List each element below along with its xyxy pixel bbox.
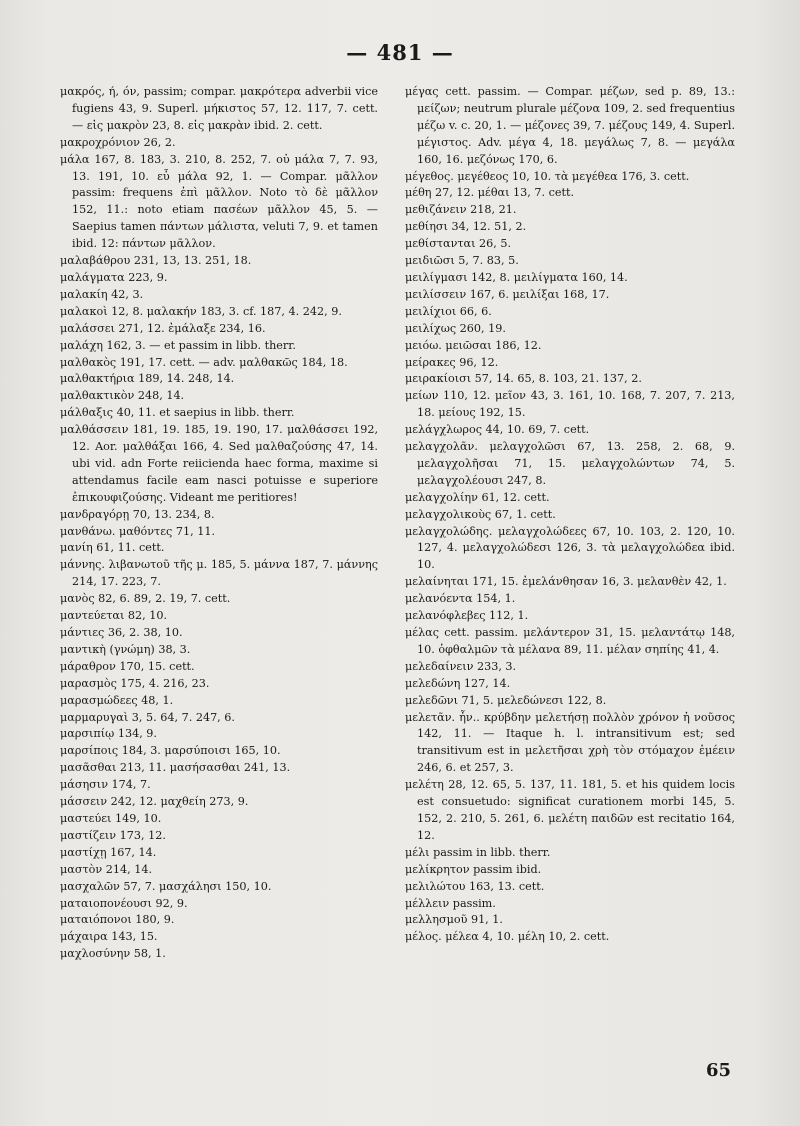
index-entry: μαρασμὸς 175, 4. 216, 23.: [60, 676, 210, 690]
index-entry: μελάγχλωρος 44, 10. 69, 7. cett.: [405, 423, 590, 437]
index-entry: μασχαλῶν 57, 7. μασχάλησι 150, 10.: [60, 879, 272, 893]
index-entry: μασᾶσθαι 213, 11. μασήσασθαι 241, 13.: [60, 761, 291, 775]
index-entry: μαντεύεται 82, 10.: [60, 609, 168, 623]
index-entry: μακροχρόνιον 26, 2.: [60, 135, 176, 149]
index-entry: ματαιοπονέουσι 92, 9.: [60, 896, 188, 910]
index-entry: μελεδώνη 127, 14.: [405, 676, 511, 690]
index-entry: μαλάχη 162, 3. — et passim in libb. therr.: [60, 338, 296, 352]
index-entry: μειλίχως 260, 19.: [405, 321, 506, 335]
index-entry: μανὸς 82, 6. 89, 2. 19, 7. cett.: [60, 592, 231, 606]
index-entry: μελεδῶνι 71, 5. μελεδώνεσι 122, 8.: [405, 693, 607, 707]
index-entry: μέγεθος. μεγέθεος 10, 10. τὰ μεγέθεα 176, 3. cett.: [405, 169, 690, 183]
index-entry: μαλάσσει 271, 12. ἐμάλαξε 234, 16.: [60, 321, 266, 335]
index-entry: μαλακοὶ 12, 8. μαλακήν 183, 3. cf. 187, 4. 242, 9.: [60, 304, 342, 318]
index-entry: μάσησιν 174, 7.: [60, 778, 151, 792]
index-entry: μειρακίοισι 57, 14. 65, 8. 103, 21. 137, 2.: [405, 372, 642, 386]
index-entry: μελιλώτου 163, 13. cett.: [405, 879, 545, 893]
index-entry: μαλάγματα 223, 9.: [60, 270, 168, 284]
index-entry: μαρσιπίῳ 134, 9.: [60, 727, 157, 741]
index-entry: μειλίγμασι 142, 8. μειλίγματα 160, 14.: [405, 270, 628, 284]
index-entry: μελεδαίνειν 233, 3.: [405, 659, 517, 673]
index-entry: μέλας cett. passim. μελάντερον 31, 15. μελαντάτῳ 148, 10. ὀφθαλμῶν τὰ μέλανα 89, 11. μέλαν σηπίης 41, 4.: [405, 626, 735, 656]
index-entry: μαστεύει 149, 10.: [60, 811, 162, 825]
right-column: [405, 84, 735, 946]
index-entry: μαρασμώδεες 48, 1.: [60, 693, 174, 707]
index-entry: μαλθάσσειν 181, 19. 185, 19. 190, 17. μαλθάσσει 192, 12. Aor. μαλθάξαι 166, 4. Sed μαλθαζούσης 47, 14. ubi vid. adn Forte reiicienda haec forma, maxime si attendamus facile eam nasci potuisse e superiore ἐπικουφιζούσης. Videant me peritiores!: [60, 423, 378, 504]
index-entry: μανίη 61, 11. cett.: [60, 541, 165, 555]
index-entry: μάλα 167, 8. 183, 3. 210, 8. 252, 7. οὐ μάλα 7, 7. 93, 13. 191, 10. εὖ μάλα 92, 1. — Compar. μᾶλλον passim: frequens ἐπὶ μᾶλλον. Noto τὸ δὲ μᾶλλον 152, 11.: noto etiam πασέων μᾶλλον 45, 5. — Saepius tamen πάντων μάλιστα, veluti 7, 9. et tamen ibid. 12: πάντων μᾶλλον.: [60, 152, 378, 251]
index-entry: μαλαβάθρου 231, 13, 13. 251, 18.: [60, 254, 252, 268]
index-entry: μαλθακτήρια 189, 14. 248, 14.: [60, 372, 235, 386]
page-number: — 481 —: [346, 40, 454, 65]
index-entry: μεθίησι 34, 12. 51, 2.: [405, 220, 527, 234]
index-entry: μελαίνηται 171, 15. ἐμελάνθησαν 16, 3. μελανθὲν 42, 1.: [405, 575, 727, 589]
index-entry: μάλθαξις 40, 11. et saepius in libb. therr.: [60, 406, 295, 420]
index-entry: μελετᾶν. ἦν.. κρύβδην μελετήσῃ πολλὸν χρόνον ἡ νοῦσος 142, 11. — Itaque h. l. intransitivum est; sed transitivum est in μελετῆσαι χρὴ τὸν στόμαχον ἐμέειν 246, 6. et 257, 3.: [405, 710, 735, 775]
index-entry: ματαιόπονοι 180, 9.: [60, 913, 175, 927]
index-entry: μάντιες 36, 2. 38, 10.: [60, 626, 183, 639]
index-entry: μελαγχολίην 61, 12. cett.: [405, 490, 550, 504]
index-entry: μανθάνω. μαθόντες 71, 11.: [60, 524, 215, 538]
index-entry: μειόω. μειῶσαι 186, 12.: [405, 338, 542, 352]
index-entry: μέλι passim in libb. therr.: [405, 845, 551, 859]
index-entry: μελαγχολώδης. μελαγχολώδεες 67, 10. 103, 2. 120, 10. 127, 4. μελαγχολώδεσι 126, 3. τὰ μελαγχολώδεα ibid. 10.: [405, 524, 735, 572]
index-entry: μαλακίη 42, 3.: [60, 287, 144, 301]
index-entry: μάραθρον 170, 15. cett.: [60, 659, 195, 673]
index-entry: μελίκρητον passim ibid.: [405, 862, 542, 876]
index-entry: μανδραγόρῃ 70, 13. 234, 8.: [60, 507, 215, 521]
left-column: [60, 84, 378, 963]
index-entry: μάννης. λιβανωτοῦ τῆς μ. 185, 5. μάννα 187, 7. μάννης 214, 17. 223, 7.: [60, 558, 378, 589]
index-entry: μελαγχολᾶν. μελαγχολῶσι 67, 13. 258, 2. 68, 9. μελαγχολῆσαι 71, 15. μελαγχολώντων 74, 5. μελαγχολέουσι 247, 8.: [405, 440, 735, 487]
index-entry: μαχλοσύνην 58, 1.: [60, 947, 166, 961]
index-entry: μελαγχολικοὺς 67, 1. cett.: [405, 507, 556, 521]
index-entry: μαλθακὸς 191, 17. cett. — adv. μαλθακῶς 184, 18.: [60, 355, 348, 369]
index-entry: μακρός, ή, όν, passim; compar. μακρότερα adverbii vice fugiens 43, 9. Superl. μήκιστος 57, 12. 117, 7. cett. — εἰς μακρὸν 23, 8. εἰς μακρὰν ibid. 2. cett.: [60, 85, 378, 132]
index-entry: μειλίσσειν 167, 6. μειλίξαι 168, 17.: [405, 287, 610, 301]
index-entry: μέλλειν passim.: [405, 896, 496, 910]
signature-mark: 65: [706, 1060, 732, 1081]
index-entry: μέγας cett. passim. — Compar. μέζων, sed p. 89, 13.: μείζων; neutrum plurale μέζονα 109, 2. sed frequentius μέζω v. c. 20, 1. — μέζονες 39, 7. μέζους 149, 4. Superl. μέγιστος. Adv. μέγα 4, 18. μεγάλως 7, 8. — μεγάλα 160, 16. μεζόνως 170, 6.: [405, 85, 735, 166]
index-entry: μέλος. μέλεα 4, 10. μέλη 10, 2. cett.: [405, 930, 610, 944]
index-entry: μαρσίποις 184, 3. μαρσύποισι 165, 10.: [60, 744, 281, 758]
index-entry: μεθιζάνειν 218, 21.: [405, 203, 517, 217]
index-entry: μειλίχιοι 66, 6.: [405, 304, 492, 318]
index-entry: μάσσειν 242, 12. μαχθείη 273, 9.: [60, 795, 249, 809]
index-entry: μελλησμοῦ 91, 1.: [405, 913, 503, 927]
index-entry: μελέτη 28, 12. 65, 5. 137, 11. 181, 5. et his quidem locis est consuetudo: significat curationem morbi 145, 5. 152, 2. 210, 5. 261, 6. μελέτη παιδῶν est recitatio 164, 12.: [405, 778, 735, 842]
index-entry: μελανόφλεβες 112, 1.: [405, 609, 529, 623]
index-entry: μαλθακτικὸν 248, 14.: [60, 389, 185, 403]
index-entry: μαστίχῃ 167, 14.: [60, 845, 157, 859]
index-entry: μείων 110, 12. μεῖον 43, 3. 161, 10. 168, 7. 207, 7. 213, 18. μείους 192, 15.: [405, 389, 735, 420]
index-entry: μείρακες 96, 12.: [405, 355, 499, 369]
index-entry: μαρμαρυγαὶ 3, 5. 64, 7. 247, 6.: [60, 710, 235, 724]
index-entry: μέθη 27, 12. μέθαι 13, 7. cett.: [405, 186, 575, 200]
index-entry: μελανόεντα 154, 1.: [405, 592, 516, 606]
index-entry: μειδιῶσι 5, 7. 83, 5.: [405, 254, 519, 268]
index-entry: μάχαιρα 143, 15.: [60, 930, 158, 944]
index-entry: μαστὸν 214, 14.: [60, 862, 153, 876]
index-entry: μαστίζειν 173, 12.: [60, 828, 166, 842]
index-entry: μεθίστανται 26, 5.: [405, 237, 512, 251]
index-entry: μαντικὴ (γνώμη) 38, 3.: [60, 642, 191, 656]
